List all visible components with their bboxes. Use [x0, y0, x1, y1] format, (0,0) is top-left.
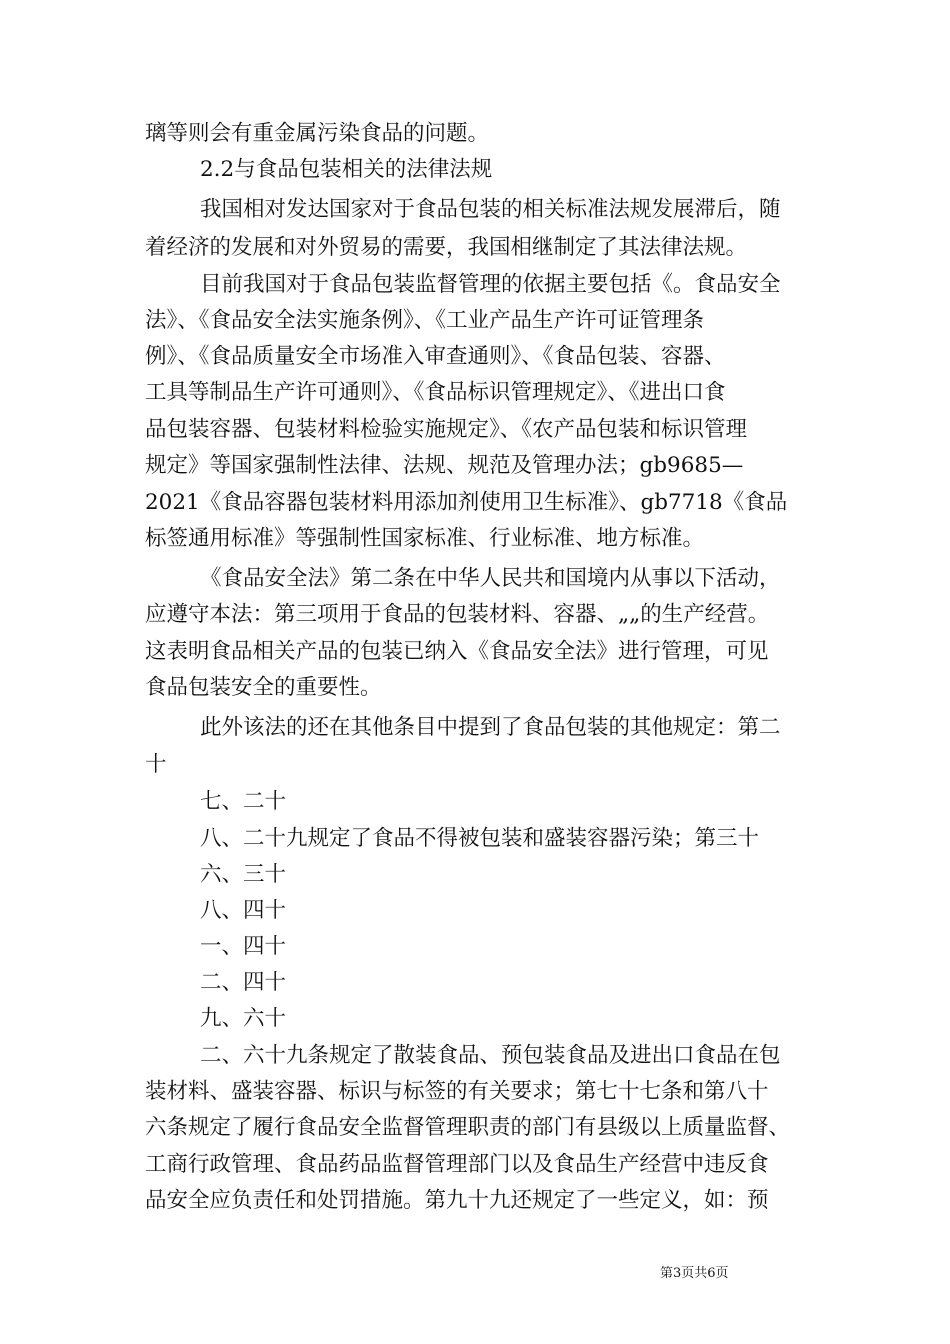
text-line: 八、二十九规定了食品不得被包装和盛装容器污染；第三十 — [200, 826, 760, 851]
text-line: 2021《食品容器包装材料用添加剂使用卫生标准》、gb7718《食品 — [145, 490, 788, 515]
text-line: 工具等制品生产许可通则》、《食品标识管理规定》、《进出口食 — [145, 380, 726, 405]
section-heading: 2.2与食品包装相关的法律法规 — [200, 157, 493, 182]
text-line: 《食品安全法》第二条在中华人民共和国境内从事以下活动， — [200, 566, 781, 591]
text-line: 二、六十九条规定了散装食品、预包装食品及进出口食品在包 — [200, 1043, 781, 1068]
text-line: 装材料、盛装容器、标识与标签的有关要求；第七十七条和第八十 — [145, 1079, 769, 1104]
text-line: 此外该法的还在其他条目中提到了食品包装的其他规定：第二 — [200, 715, 781, 740]
text-line: 璃等则会有重金属污染食品的问题。 — [145, 121, 490, 146]
text-line: 九、六十 — [200, 1006, 287, 1031]
text-line: 目前我国对于食品包装监督管理的依据主要包括《。食品安全 — [200, 272, 781, 297]
text-line: 着经济的发展和对外贸易的需要，我国相继制定了其法律法规。 — [145, 235, 748, 260]
text-line: 六、三十 — [200, 862, 287, 887]
text-line: 工商行政管理、食品药品监督管理部门以及食品生产经营中违反食 — [145, 1152, 769, 1177]
text-line: 法》、《食品安全法实施条例》、《工业产品生产许可证管理条 — [145, 308, 705, 333]
text-line: 应遵守本法：第三项用于食品的包装材料、容器、„„的生产经营。 — [145, 602, 770, 627]
text-line: 二、四十 — [200, 970, 287, 995]
text-line: 十 — [145, 752, 167, 777]
page-number-footer: 第3页共6页 — [660, 1266, 729, 1281]
text-line: 八、四十 — [200, 898, 287, 923]
text-line: 一、四十 — [200, 934, 287, 959]
text-line: 这表明食品相关产品的包装已纳入《食品安全法》进行管理，可见 — [145, 639, 769, 664]
text-line: 六条规定了履行食品安全监督管理职责的部门有县级以上质量监督、 — [145, 1115, 791, 1140]
text-line: 例》、《食品质量安全市场准入审查通则》、《食品包装、容器、 — [145, 344, 726, 369]
text-line: 规定》等国家强制性法律、法规、规范及管理办法；gb9685— — [145, 453, 744, 478]
text-line: 标签通用标准》等强制性国家标准、行业标准、地方标准。 — [145, 526, 705, 551]
text-line: 品安全应负责任和处罚措施。第九十九还规定了一些定义，如：预 — [145, 1188, 769, 1213]
text-line: 食品包装安全的重要性。 — [145, 675, 382, 700]
text-line: 品包装容器、包装材料检验实施规定》、《农产品包装和标识管理 — [145, 417, 748, 442]
text-line: 我国相对发达国家对于食品包装的相关标准法规发展滞后，随 — [200, 197, 781, 222]
text-line: 七、二十 — [200, 789, 287, 814]
